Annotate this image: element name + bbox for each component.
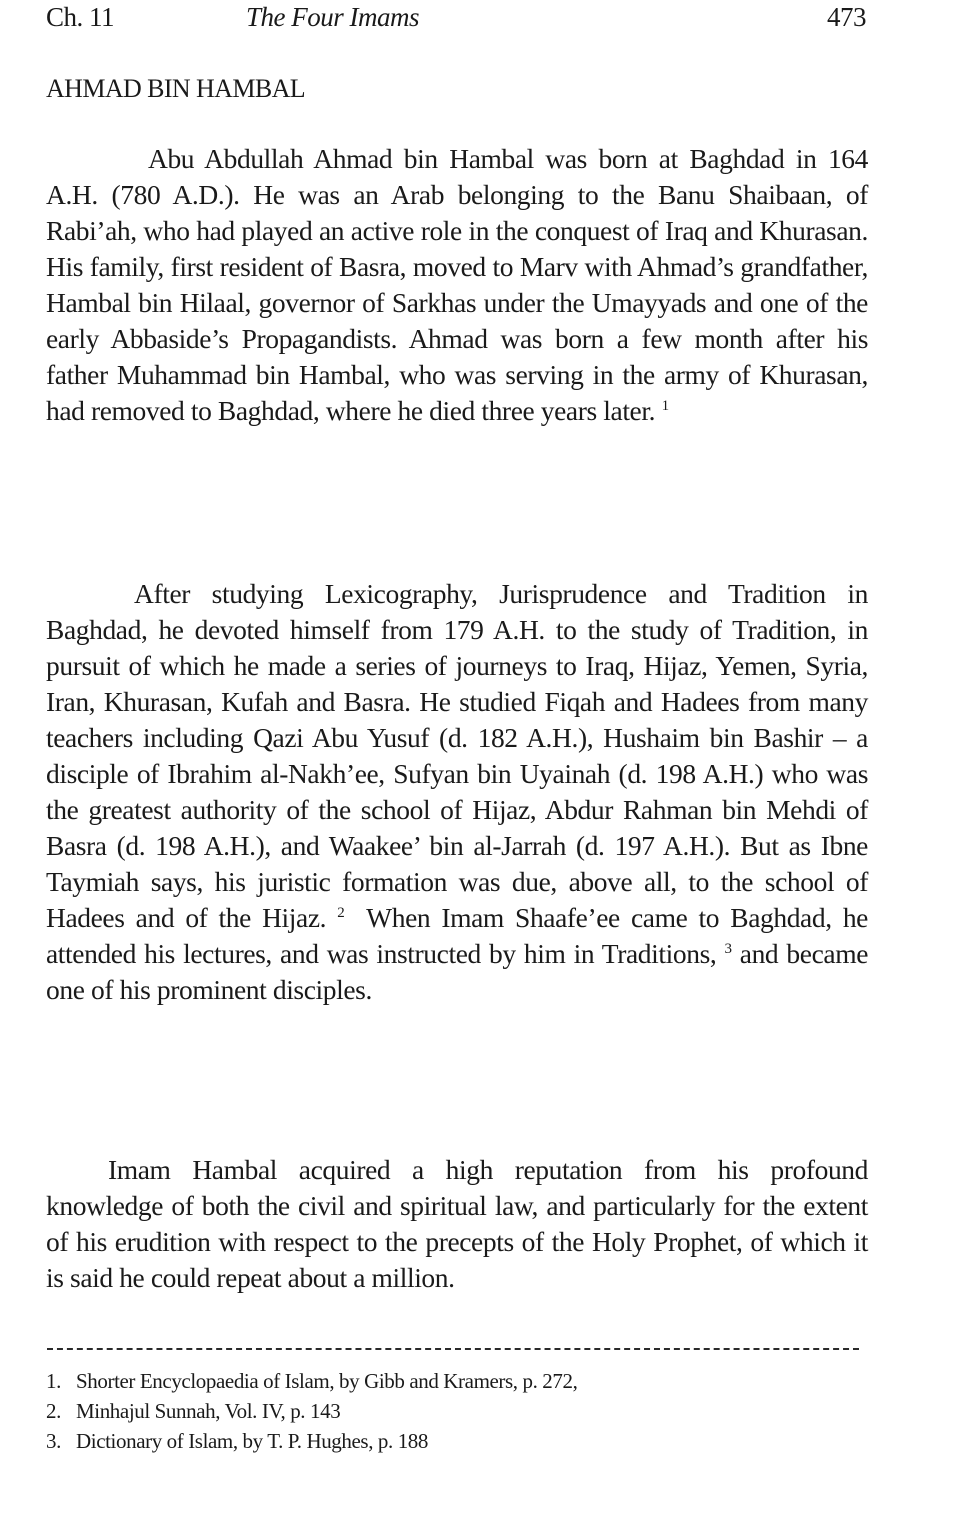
body-paragraph-1 bbox=[46, 141, 868, 429]
body-paragraph-2 bbox=[46, 576, 868, 1008]
footnote-item bbox=[46, 1396, 577, 1426]
page-number: 473 bbox=[827, 2, 866, 32]
paragraph-text: and became one of his prominent disciples. bbox=[46, 938, 868, 1005]
footnote-reference-2[interactable]: 2 bbox=[337, 905, 345, 921]
paragraph-text: After studying Lexicography, Jurisprudence and Tradition in Baghdad, he devoted himself from 179 A.H. to the study of Tradition, in pursuit of which he made a series of journeys to Iraq, Hijaz, Yemen, Syria, Iran, Khurasan, Kufah and Basra. He studied Fiqah and Hadees from many teachers including Qazi Abu Yusuf (d. 182 A.H.), Hushaim bin Bashir – a disciple of Ibrahim al-Nakh’ee, Sufyan bin Uyainah (d. 198 A.H.) who was the greatest authority of the school of Hijaz, Abdur Rahman bin Mehdi of Basra (d. 198 A.H.), and Waakee’ bin al-Jarrah (d. 197 A.H.). But as Ibne Taymiah says, his juristic formation was due, above all, to the school of Hadees and of the Hijaz. bbox=[46, 578, 868, 933]
footnote-text: Dictionary of Islam, by T. P. Hughes, p. 188 bbox=[76, 1429, 429, 1453]
footnote-text: Minhajul Sunnah, Vol. IV, p. 143 bbox=[76, 1399, 341, 1423]
chapter-label: Ch. 11 bbox=[46, 2, 115, 32]
section-heading: AHMAD BIN HAMBAL bbox=[46, 74, 306, 103]
paragraph-text: Abu Abdullah Ahmad bin Hambal was born at Baghdad in 164 A.H. (780 A.D.). He was an Arab belonging to the Banu Shaibaan, of Rabi’ah, who had played an active role in the conquest of Iraq and Khurasan. His family, first resident of Basra, moved to Marv with Ahmad’s grandfather, Hambal bin Hilaal, governor of Sarkhas under the Umayyads and one of the early Abbaside’s Propagandists. Ahmad was born a few month after his father Muhammad bin Hambal, who was serving in the army of Khurasan, had removed to Baghdad, where he died three years later. bbox=[46, 143, 868, 426]
paragraph-text: Imam Hambal acquired a high reputation from his profound knowledge of both the civil and spiritual law, and particularly for the extent of his erudition with respect to the precepts of the Holy Prophet, of which it is said he could repeat about a million. bbox=[46, 1154, 868, 1293]
body-paragraph-3 bbox=[46, 1152, 868, 1296]
footnote-divider bbox=[47, 1348, 859, 1350]
running-head bbox=[46, 0, 866, 34]
footnote-reference-1[interactable]: 1 bbox=[661, 398, 669, 414]
footnotes-list bbox=[46, 1366, 577, 1456]
footnote-reference-3[interactable]: 3 bbox=[724, 941, 732, 957]
footnote-number: 1. bbox=[46, 1369, 61, 1393]
footnote-number: 3. bbox=[46, 1429, 61, 1453]
paragraph-text: When Imam Shaafe’ee came to Baghdad, he attended his lectures, and was instructed by him in Traditions, bbox=[46, 902, 868, 969]
footnote-item bbox=[46, 1366, 577, 1396]
book-title: The Four Imams bbox=[246, 2, 419, 32]
footnote-text: Shorter Encyclopaedia of Islam, by Gibb and Kramers, p. 272, bbox=[76, 1369, 578, 1393]
footnote-item bbox=[46, 1426, 577, 1456]
footnote-number: 2. bbox=[46, 1399, 61, 1423]
